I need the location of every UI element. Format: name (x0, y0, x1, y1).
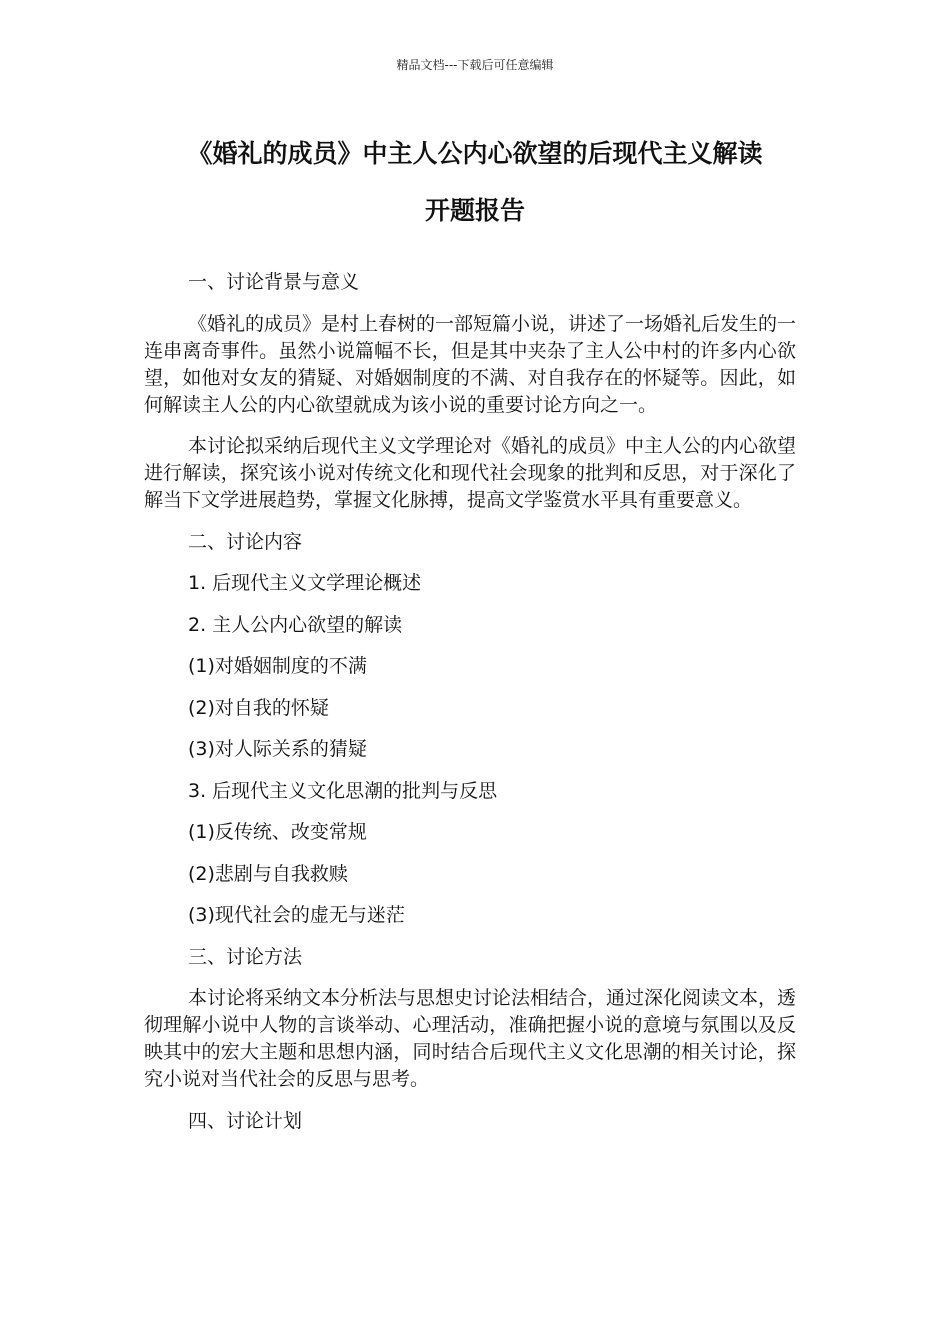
content-item-2-2: (2)对自我的怀疑 (188, 696, 329, 719)
document-title-line-1: 《婚礼的成员》中主人公内心欲望的后现代主义解读 (187, 139, 763, 168)
document-title-line-2: 开题报告 (424, 196, 525, 225)
background-paragraph-1: 《婚礼的成员》是村上春树的一部短篇小说，讲述了一场婚礼后发生的一连串离奇事件。虽然小说篇幅不长，但是其中夹杂了主人公中村的许多内心欲望，如他对女友的猜疑、对婚姻制度的不满、对自我存在的怀疑等。因此，如何解读主人公的内心欲望就成为该小说的重要讨论方向之一。 (144, 312, 797, 416)
document-body (144, 269, 796, 1149)
section-heading-plan: 四、讨论计划 (188, 1109, 303, 1132)
section-heading-background: 一、讨论背景与意义 (188, 271, 360, 293)
method-paragraph: 本讨论将采纳文本分析法与思想史讨论法相结合，通过深化阅读文本，透彻理解小说中人物的言谈举动、心理活动，准确把握小说的意境与氛围以及反映其中的宏大主题和思想内涵，同时结合后现代主义文化思潮的相关讨论，探究小说对当代社会的反思与思考。 (144, 987, 797, 1090)
content-item-1: 1. 后现代主义文学理论概述 (188, 572, 422, 594)
content-item-2-1: (1)对婚姻制度的不满 (188, 655, 367, 677)
content-item-2-3: (3)对人际关系的猜疑 (188, 738, 367, 760)
section-heading-content: 二、讨论内容 (188, 530, 303, 553)
content-item-2: 2. 主人公内心欲望的解读 (188, 613, 403, 636)
section-heading-method: 三、讨论方法 (188, 945, 303, 968)
header-note: 精品文档---下载后可任意编辑 (396, 58, 554, 72)
content-item-3-1: (1)反传统、改变常规 (188, 821, 367, 843)
background-paragraph-2: 本讨论拟采纳后现代主义文学理论对《婚礼的成员》中主人公的内心欲望进行解读，探究该小说对传统文化和现代社会现象的批判和反思，对于深化了解当下文学进展趋势，掌握文化脉搏，提高文学鉴赏水平具有重要意义。 (144, 435, 797, 511)
content-item-3-2: (2)悲剧与自我救赎 (188, 862, 348, 885)
content-item-3-3: (3)现代社会的虚无与迷茫 (188, 904, 405, 926)
content-item-3: 3. 后现代主义文化思潮的批判与反思 (188, 779, 498, 802)
